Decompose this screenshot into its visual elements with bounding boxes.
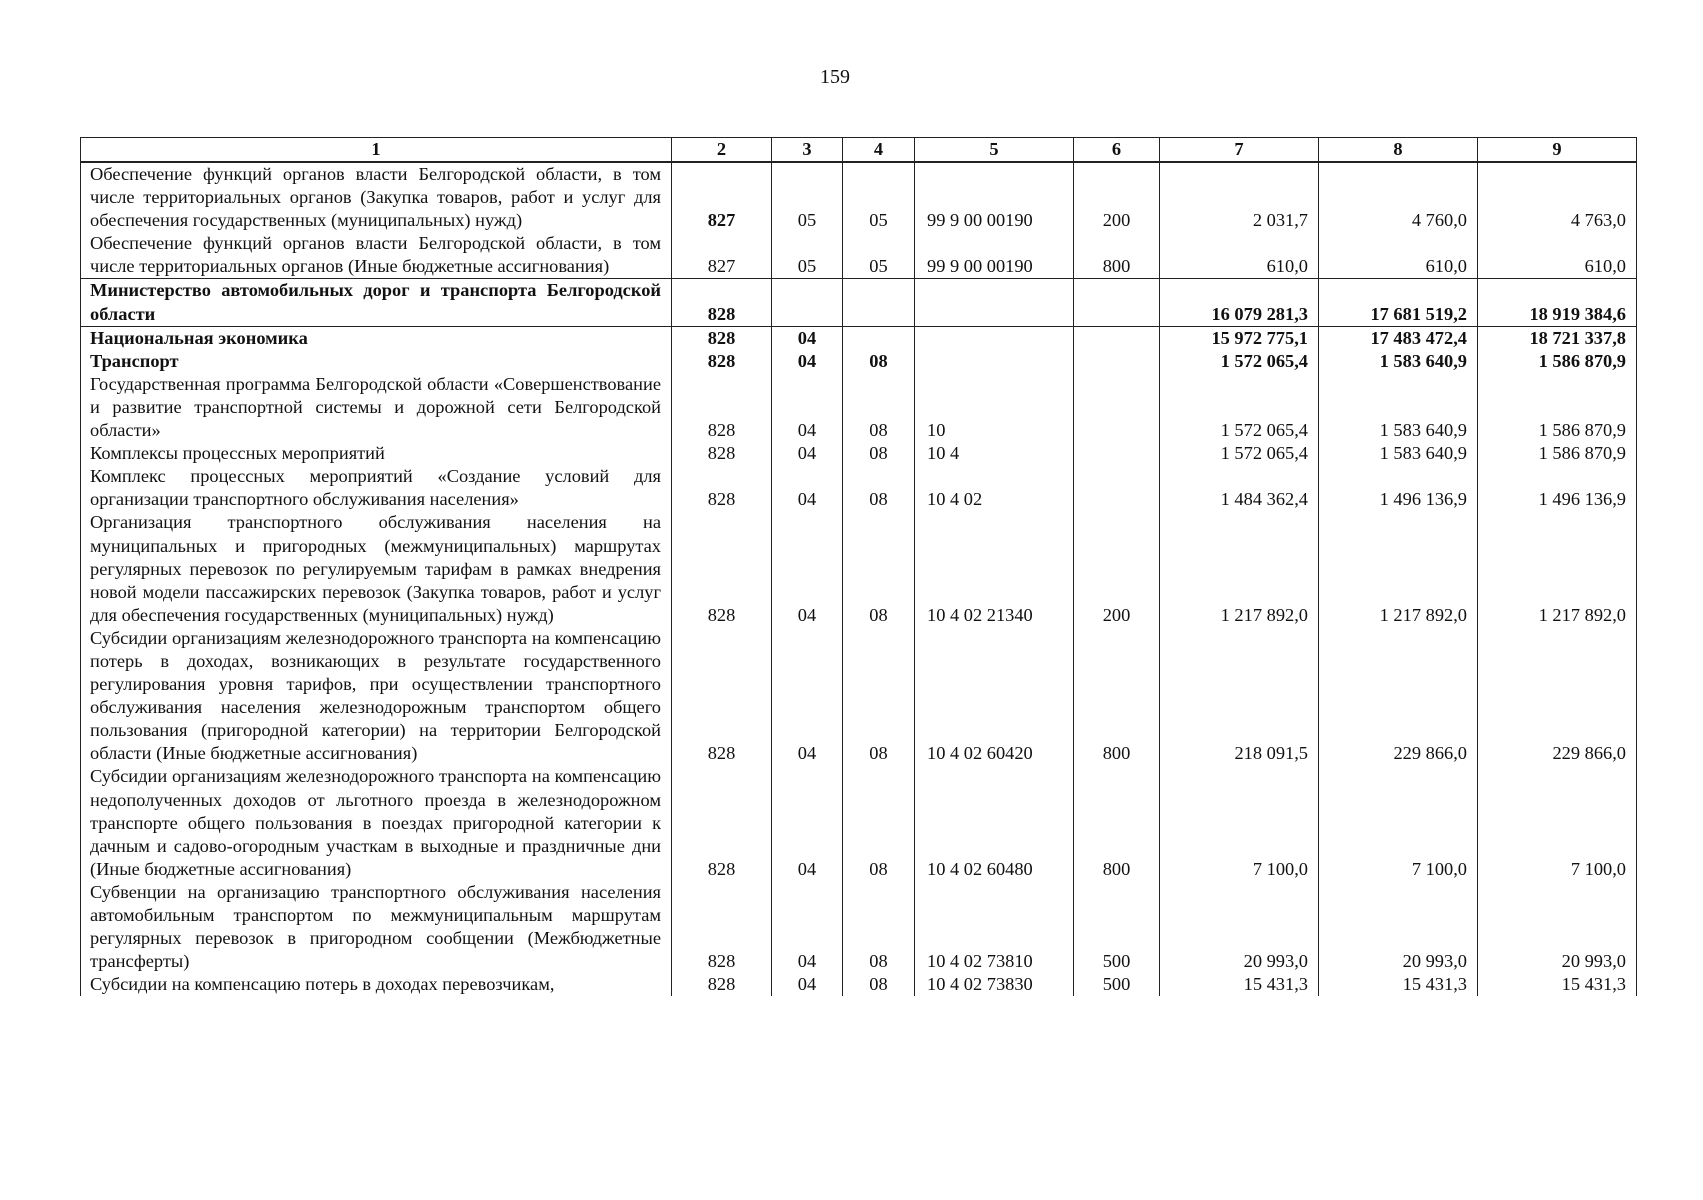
cell-amount-year1: 20 993,0 xyxy=(1160,881,1319,973)
cell-amount-year1: 15 972 775,1 xyxy=(1160,326,1319,350)
cell-amount-year1: 2 031,7 xyxy=(1160,162,1319,232)
cell-amount-year1: 7 100,0 xyxy=(1160,765,1319,880)
row-name: Субвенции на организацию транспортного обслуживания населения автомобильным транспортом по межмуниципальным маршрутам регулярных перевозок в пригородном сообщении (Межбюджетные трансферты) xyxy=(81,881,672,973)
cell-amount-year3: 7 100,0 xyxy=(1478,765,1637,880)
cell-section: 04 xyxy=(772,765,843,880)
column-header: 1 xyxy=(81,138,672,163)
cell-target-article: 99 9 00 00190 xyxy=(915,232,1074,279)
cell-target-article: 10 4 02 60420 xyxy=(915,627,1074,766)
column-header: 4 xyxy=(843,138,915,163)
cell-amount-year3: 4 763,0 xyxy=(1478,162,1637,232)
cell-section: 05 xyxy=(772,162,843,232)
row-name: Субсидии организациям железнодорожного транспорта на компенсацию потерь в доходах, возникающих в результате государственного регулирования уровня тарифов, при осуществлении транспортного обслуживания населения железнодорожным транспортом общего пользования (пригородной категории) на территории Белгородской области (Иные бюджетные ассигнования) xyxy=(81,627,672,766)
cell-expense-type xyxy=(1074,373,1160,442)
cell-gov-code: 828 xyxy=(672,881,772,973)
cell-subsection: 05 xyxy=(843,162,915,232)
cell-expense-type xyxy=(1074,465,1160,511)
cell-section xyxy=(772,279,843,326)
cell-amount-year2: 17 681 519,2 xyxy=(1319,279,1478,326)
cell-expense-type: 800 xyxy=(1074,627,1160,766)
cell-amount-year1: 16 079 281,3 xyxy=(1160,279,1319,326)
cell-subsection: 08 xyxy=(843,373,915,442)
cell-gov-code: 828 xyxy=(672,442,772,465)
cell-amount-year2: 15 431,3 xyxy=(1319,973,1478,996)
column-header: 5 xyxy=(915,138,1074,163)
cell-amount-year2: 610,0 xyxy=(1319,232,1478,279)
table-row xyxy=(81,162,1637,232)
cell-amount-year2: 229 866,0 xyxy=(1319,627,1478,766)
cell-amount-year2: 1 217 892,0 xyxy=(1319,511,1478,626)
cell-amount-year2: 20 993,0 xyxy=(1319,881,1478,973)
cell-subsection: 08 xyxy=(843,511,915,626)
cell-amount-year1: 218 091,5 xyxy=(1160,627,1319,766)
row-name: Организация транспортного обслуживания населения на муниципальных и пригородных (межмуниципальных) маршрутах регулярных перевозок по регулируемым тарифам в рамках внедрения новой модели пассажирских перевозок (Закупка товаров, работ и услуг для обеспечения государственных (муниципальных) нужд) xyxy=(81,511,672,626)
cell-gov-code: 827 xyxy=(672,232,772,279)
cell-gov-code: 828 xyxy=(672,373,772,442)
cell-subsection xyxy=(843,279,915,326)
cell-expense-type xyxy=(1074,442,1160,465)
cell-amount-year3: 20 993,0 xyxy=(1478,881,1637,973)
table-row xyxy=(81,511,1637,626)
table-row xyxy=(81,881,1637,973)
cell-amount-year3: 1 586 870,9 xyxy=(1478,373,1637,442)
cell-gov-code: 828 xyxy=(672,350,772,373)
cell-gov-code: 828 xyxy=(672,973,772,996)
row-name: Транспорт xyxy=(81,350,672,373)
table-row xyxy=(81,973,1637,996)
column-header: 2 xyxy=(672,138,772,163)
cell-gov-code: 828 xyxy=(672,511,772,626)
column-header: 7 xyxy=(1160,138,1319,163)
cell-amount-year2: 1 583 640,9 xyxy=(1319,373,1478,442)
column-header: 9 xyxy=(1478,138,1637,163)
cell-amount-year3: 610,0 xyxy=(1478,232,1637,279)
cell-expense-type: 500 xyxy=(1074,973,1160,996)
cell-amount-year1: 1 217 892,0 xyxy=(1160,511,1319,626)
cell-amount-year2: 1 583 640,9 xyxy=(1319,442,1478,465)
row-name: Государственная программа Белгородской области «Совершенствование и развитие транспортной системы и дорожной сети Белгородской области» xyxy=(81,373,672,442)
cell-expense-type: 800 xyxy=(1074,232,1160,279)
row-name: Комплексы процессных мероприятий xyxy=(81,442,672,465)
cell-section: 04 xyxy=(772,465,843,511)
table-row xyxy=(81,350,1637,373)
cell-amount-year2: 7 100,0 xyxy=(1319,765,1478,880)
cell-subsection: 08 xyxy=(843,350,915,373)
table-body xyxy=(81,162,1637,996)
cell-target-article: 10 4 02 73830 xyxy=(915,973,1074,996)
cell-expense-type: 200 xyxy=(1074,511,1160,626)
row-name: Обеспечение функций органов власти Белгородской области, в том числе территориальных органов (Закупка товаров, работ и услуг для обеспечения государственных (муниципальных) нужд) xyxy=(81,162,672,232)
row-name: Субсидии на компенсацию потерь в доходах перевозчикам, xyxy=(81,973,672,996)
row-name: Национальная экономика xyxy=(81,326,672,350)
table-row xyxy=(81,442,1637,465)
cell-section: 04 xyxy=(772,881,843,973)
table-row xyxy=(81,465,1637,511)
cell-expense-type: 800 xyxy=(1074,765,1160,880)
cell-section: 04 xyxy=(772,326,843,350)
cell-amount-year1: 1 572 065,4 xyxy=(1160,373,1319,442)
cell-subsection: 05 xyxy=(843,232,915,279)
table-row xyxy=(81,373,1637,442)
cell-target-article xyxy=(915,350,1074,373)
cell-subsection: 08 xyxy=(843,627,915,766)
budget-table xyxy=(80,137,1637,996)
cell-amount-year1: 1 484 362,4 xyxy=(1160,465,1319,511)
cell-section: 04 xyxy=(772,973,843,996)
cell-target-article: 10 xyxy=(915,373,1074,442)
cell-gov-code: 827 xyxy=(672,162,772,232)
cell-amount-year3: 18 721 337,8 xyxy=(1478,326,1637,350)
cell-amount-year3: 1 217 892,0 xyxy=(1478,511,1637,626)
cell-amount-year3: 1 586 870,9 xyxy=(1478,442,1637,465)
table-row xyxy=(81,627,1637,766)
cell-section: 05 xyxy=(772,232,843,279)
cell-section: 04 xyxy=(772,442,843,465)
table-row xyxy=(81,232,1637,279)
cell-subsection: 08 xyxy=(843,881,915,973)
cell-amount-year1: 15 431,3 xyxy=(1160,973,1319,996)
cell-section: 04 xyxy=(772,511,843,626)
cell-gov-code: 828 xyxy=(672,765,772,880)
cell-section: 04 xyxy=(772,627,843,766)
cell-target-article: 10 4 02 73810 xyxy=(915,881,1074,973)
page-number: 159 xyxy=(820,66,850,88)
row-name: Обеспечение функций органов власти Белгородской области, в том числе территориальных органов (Иные бюджетные ассигнования) xyxy=(81,232,672,279)
cell-expense-type: 500 xyxy=(1074,881,1160,973)
column-header: 6 xyxy=(1074,138,1160,163)
cell-target-article: 10 4 02 xyxy=(915,465,1074,511)
cell-target-article: 10 4 02 21340 xyxy=(915,511,1074,626)
cell-amount-year1: 610,0 xyxy=(1160,232,1319,279)
cell-amount-year3: 15 431,3 xyxy=(1478,973,1637,996)
row-name: Комплекс процессных мероприятий «Создание условий для организации транспортного обслуживания населения» xyxy=(81,465,672,511)
column-header: 8 xyxy=(1319,138,1478,163)
cell-amount-year2: 1 583 640,9 xyxy=(1319,350,1478,373)
cell-amount-year2: 17 483 472,4 xyxy=(1319,326,1478,350)
cell-gov-code: 828 xyxy=(672,279,772,326)
table-row xyxy=(81,279,1637,326)
table-row xyxy=(81,765,1637,880)
cell-section: 04 xyxy=(772,373,843,442)
cell-amount-year2: 4 760,0 xyxy=(1319,162,1478,232)
cell-target-article: 10 4 02 60480 xyxy=(915,765,1074,880)
table-row xyxy=(81,326,1637,350)
row-name: Министерство автомобильных дорог и транспорта Белгородской области xyxy=(81,279,672,326)
cell-amount-year3: 229 866,0 xyxy=(1478,627,1637,766)
cell-subsection: 08 xyxy=(843,442,915,465)
cell-expense-type xyxy=(1074,326,1160,350)
cell-gov-code: 828 xyxy=(672,465,772,511)
cell-target-article xyxy=(915,279,1074,326)
cell-amount-year1: 1 572 065,4 xyxy=(1160,350,1319,373)
cell-subsection: 08 xyxy=(843,765,915,880)
cell-amount-year3: 1 586 870,9 xyxy=(1478,350,1637,373)
cell-gov-code: 828 xyxy=(672,627,772,766)
header-row xyxy=(81,138,1637,163)
cell-target-article: 99 9 00 00190 xyxy=(915,162,1074,232)
cell-subsection xyxy=(843,326,915,350)
cell-subsection: 08 xyxy=(843,465,915,511)
cell-expense-type xyxy=(1074,279,1160,326)
cell-gov-code: 828 xyxy=(672,326,772,350)
cell-amount-year3: 1 496 136,9 xyxy=(1478,465,1637,511)
cell-target-article xyxy=(915,326,1074,350)
cell-expense-type: 200 xyxy=(1074,162,1160,232)
column-header: 3 xyxy=(772,138,843,163)
cell-section: 04 xyxy=(772,350,843,373)
cell-subsection: 08 xyxy=(843,973,915,996)
cell-target-article: 10 4 xyxy=(915,442,1074,465)
cell-amount-year1: 1 572 065,4 xyxy=(1160,442,1319,465)
cell-amount-year2: 1 496 136,9 xyxy=(1319,465,1478,511)
row-name: Субсидии организациям железнодорожного транспорта на компенсацию недополученных доходов от льготного проезда в железнодорожном транспорте общего пользования в поездах пригородной категории к дачным и садово-огородным участкам в выходные и праздничные дни (Иные бюджетные ассигнования) xyxy=(81,765,672,880)
cell-expense-type xyxy=(1074,350,1160,373)
cell-amount-year3: 18 919 384,6 xyxy=(1478,279,1637,326)
